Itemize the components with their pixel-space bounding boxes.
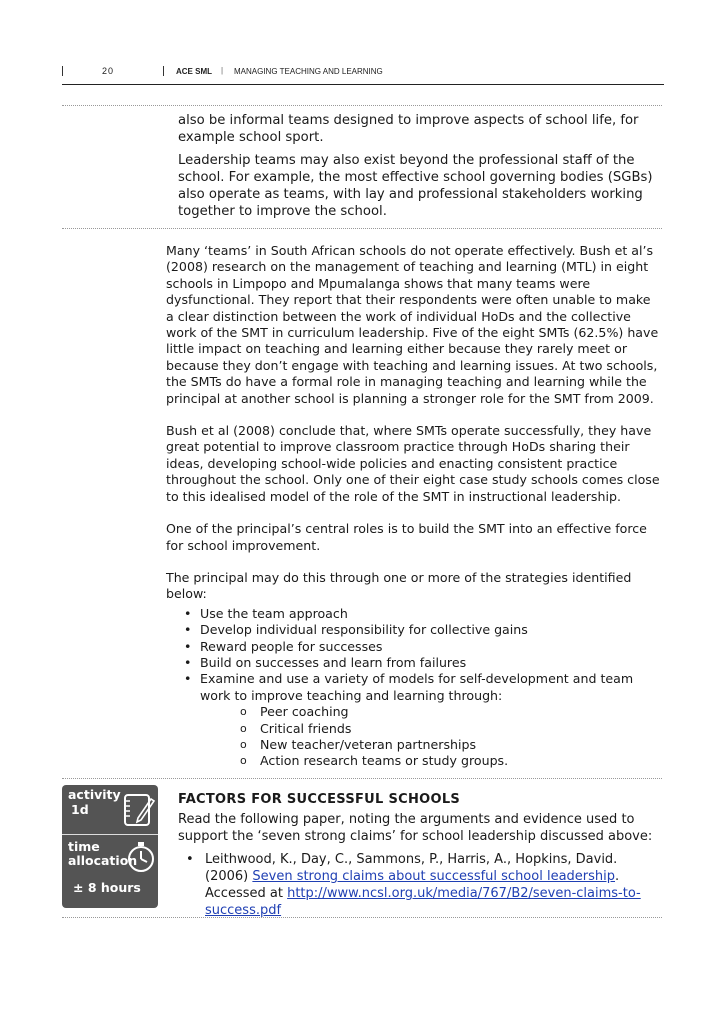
allocation-label: allocation xyxy=(68,853,138,868)
sub-list xyxy=(200,704,660,770)
sub-list-item-text: Action research teams or study groups. xyxy=(260,753,509,769)
list-item-text: Develop individual responsibility for collective gains xyxy=(200,622,528,638)
list-item xyxy=(183,639,660,655)
bullet: • xyxy=(184,671,192,687)
page-number: 20 xyxy=(102,66,115,76)
header-divider xyxy=(62,66,63,76)
bullet: • xyxy=(184,605,192,621)
bullet: • xyxy=(184,654,192,670)
list-item-text: Reward people for successes xyxy=(200,638,383,654)
activity-intro: Read the following paper, noting the arguments and evidence used to support the ‘seven strong claims’ for school leadership discussed above: xyxy=(178,812,653,844)
reference-authors: Leithwood, K., Day, C., Sammons, P., Harris, A., Hopkins, David. (2006) xyxy=(205,852,618,884)
body-paragraph: Bush et al (2008) conclude that, where SMTs operate successfully, they have great potential to improve classroom practice through HoDs sharing their ideas, developing school-wide policies and enacting consistent practice throughout the school. Only one of their eight case study schools comes close to this idealised model of the role of the SMT in instructional leadership. xyxy=(166,423,660,504)
reference-item xyxy=(186,851,660,919)
list-item xyxy=(183,671,660,769)
list-item-text: Use the team approach xyxy=(200,605,348,621)
reference-title-link[interactable]: Seven strong claims about successful school leadership xyxy=(252,869,616,884)
header-divider xyxy=(163,66,164,76)
sub-list-item-text: Critical friends xyxy=(260,720,352,736)
reference-url-link[interactable]: http://www.ncsl.org.uk/media/767/B2/seven-claims-to-success.pdf xyxy=(205,886,641,918)
activity-title: FACTORS FOR SUCCESSFUL SCHOOLS xyxy=(178,792,461,807)
strategy-list xyxy=(166,606,660,770)
sub-list-item-text: Peer coaching xyxy=(260,704,349,720)
notebook-pencil-icon xyxy=(122,791,156,829)
dotted-rule xyxy=(62,917,662,918)
sub-list-item-text: New teacher/veteran partnerships xyxy=(260,736,477,752)
activity-content xyxy=(178,791,660,919)
time-allocation-hours: ± 8 hours xyxy=(73,880,141,895)
badge-divider xyxy=(62,834,158,835)
sub-bullet: o xyxy=(240,705,247,719)
sub-list-item xyxy=(238,721,660,737)
activity-badge xyxy=(62,785,158,908)
sub-list-item xyxy=(238,737,660,753)
reference-list xyxy=(178,851,660,919)
callout-box xyxy=(178,112,658,226)
bullet: • xyxy=(184,622,192,638)
time-label: time xyxy=(68,839,100,854)
header-separator: | xyxy=(221,66,224,75)
list-item-text: Examine and use a variety of models for self-development and team work to improve teaching and learning through: xyxy=(200,671,634,703)
list-item xyxy=(183,622,660,638)
callout-paragraph: also be informal teams designed to improve aspects of school life, for example school sport. xyxy=(178,113,639,145)
sub-list-item xyxy=(238,704,660,720)
body-paragraph: One of the principal’s central roles is to build the SMT into an effective force for school improvement. xyxy=(166,521,647,553)
dotted-rule xyxy=(62,228,662,229)
running-header xyxy=(62,62,664,85)
bullet: • xyxy=(186,852,194,867)
sub-bullet: o xyxy=(240,721,247,735)
main-text xyxy=(166,243,660,770)
body-paragraph: Many ‘teams’ in South African schools do not operate effectively. Bush et al’s (2008) research on the management of teaching and learning (MTL) in eight schools in Limpopo and Mpumalanga shows that many teams were dysfunctional. They report that their respondents were often unable to make a clear distinction between the work of individual HoDs and the collective work of the SMT in curriculum leadership. Five of the eight SMTs (62.5%) have little impact on teaching and learning either because they rarely meet or because they don’t engage with teaching and learning issues. At two schools, the SMTs do have a formal role in managing teaching and learning while the principal at another school is planning a stronger role for the SMT from 2009. xyxy=(166,243,659,406)
list-intro: The principal may do this through one or more of the strategies identified below: xyxy=(166,569,632,602)
dotted-rule xyxy=(62,778,662,779)
module-title: MANAGING TEACHING AND LEARNING xyxy=(234,67,383,76)
list-item xyxy=(183,606,660,622)
series-title: ACE SML xyxy=(176,67,212,76)
dotted-rule xyxy=(62,105,662,106)
reference-accessed: . Accessed at xyxy=(205,869,620,901)
activity-number: 1d xyxy=(71,802,89,817)
sub-list-item xyxy=(238,753,660,769)
list-item-text: Build on successes and learn from failures xyxy=(200,654,467,670)
activity-label: activity xyxy=(68,787,121,802)
callout-paragraph: Leadership teams may also exist beyond the professional staff of the school. For example, the most effective school governing bodies (SGBs) also operate as teams, with lay and professional stakeholders working together to improve the school. xyxy=(178,153,653,219)
list-item xyxy=(183,655,660,671)
stopwatch-icon xyxy=(126,840,156,874)
sub-bullet: o xyxy=(240,754,247,768)
bullet: • xyxy=(184,638,192,654)
sub-bullet: o xyxy=(240,737,247,751)
